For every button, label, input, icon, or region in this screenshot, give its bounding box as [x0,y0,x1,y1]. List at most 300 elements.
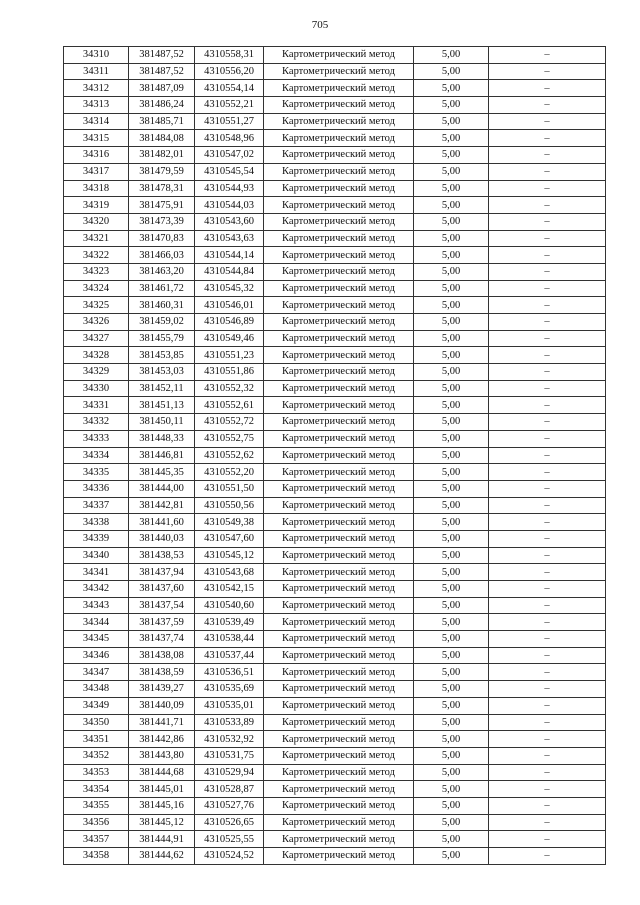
point-number-cell: 34358 [64,848,129,865]
x-coordinate-cell: 381439,27 [129,681,195,698]
point-number-cell: 34314 [64,113,129,130]
accuracy-cell: 5,00 [414,664,489,681]
table-row [64,848,606,865]
note-cell: – [489,180,606,197]
table-body [64,47,606,865]
accuracy-cell: 5,00 [414,764,489,781]
table-row [64,97,606,114]
table-row [64,380,606,397]
point-number-cell: 34327 [64,330,129,347]
table-row [64,564,606,581]
method-cell: Картометрический метод [264,848,414,865]
accuracy-cell: 5,00 [414,197,489,214]
point-number-cell: 34317 [64,163,129,180]
x-coordinate-cell: 381445,12 [129,814,195,831]
method-cell: Картометрический метод [264,564,414,581]
point-number-cell: 34337 [64,497,129,514]
accuracy-cell: 5,00 [414,80,489,97]
table-row [64,230,606,247]
method-cell: Картометрический метод [264,247,414,264]
x-coordinate-cell: 381448,33 [129,430,195,447]
table-row [64,263,606,280]
point-number-cell: 34312 [64,80,129,97]
x-coordinate-cell: 381459,02 [129,314,195,331]
accuracy-cell: 5,00 [414,848,489,865]
point-number-cell: 34333 [64,430,129,447]
x-coordinate-cell: 381460,31 [129,297,195,314]
x-coordinate-cell: 381445,16 [129,797,195,814]
point-number-cell: 34313 [64,97,129,114]
accuracy-cell: 5,00 [414,581,489,598]
note-cell: – [489,664,606,681]
point-number-cell: 34322 [64,247,129,264]
accuracy-cell: 5,00 [414,230,489,247]
method-cell: Картометрический метод [264,764,414,781]
y-coordinate-cell: 4310550,56 [195,497,264,514]
y-coordinate-cell: 4310547,02 [195,147,264,164]
x-coordinate-cell: 381453,03 [129,364,195,381]
point-number-cell: 34324 [64,280,129,297]
point-number-cell: 34351 [64,731,129,748]
y-coordinate-cell: 4310540,60 [195,597,264,614]
note-cell: – [489,614,606,631]
accuracy-cell: 5,00 [414,297,489,314]
y-coordinate-cell: 4310536,51 [195,664,264,681]
x-coordinate-cell: 381475,91 [129,197,195,214]
table-row [64,130,606,147]
accuracy-cell: 5,00 [414,113,489,130]
accuracy-cell: 5,00 [414,347,489,364]
table-row [64,297,606,314]
x-coordinate-cell: 381438,53 [129,547,195,564]
note-cell: – [489,247,606,264]
accuracy-cell: 5,00 [414,797,489,814]
method-cell: Картометрический метод [264,80,414,97]
accuracy-cell: 5,00 [414,814,489,831]
y-coordinate-cell: 4310552,20 [195,464,264,481]
method-cell: Картометрический метод [264,631,414,648]
y-coordinate-cell: 4310539,49 [195,614,264,631]
y-coordinate-cell: 4310526,65 [195,814,264,831]
y-coordinate-cell: 4310543,68 [195,564,264,581]
point-number-cell: 34345 [64,631,129,648]
note-cell: – [489,97,606,114]
table-row [64,514,606,531]
table-row [64,597,606,614]
accuracy-cell: 5,00 [414,480,489,497]
y-coordinate-cell: 4310556,20 [195,63,264,80]
method-cell: Картометрический метод [264,614,414,631]
accuracy-cell: 5,00 [414,564,489,581]
y-coordinate-cell: 4310525,55 [195,831,264,848]
table-row [64,731,606,748]
accuracy-cell: 5,00 [414,547,489,564]
x-coordinate-cell: 381461,72 [129,280,195,297]
y-coordinate-cell: 4310549,38 [195,514,264,531]
point-number-cell: 34343 [64,597,129,614]
note-cell: – [489,714,606,731]
y-coordinate-cell: 4310527,76 [195,797,264,814]
x-coordinate-cell: 381438,59 [129,664,195,681]
x-coordinate-cell: 381484,08 [129,130,195,147]
method-cell: Картометрический метод [264,697,414,714]
note-cell: – [489,731,606,748]
table-row [64,163,606,180]
method-cell: Картометрический метод [264,480,414,497]
point-number-cell: 34320 [64,213,129,230]
note-cell: – [489,130,606,147]
y-coordinate-cell: 4310542,15 [195,581,264,598]
x-coordinate-cell: 381444,62 [129,848,195,865]
point-number-cell: 34346 [64,647,129,664]
table-row [64,430,606,447]
x-coordinate-cell: 381444,68 [129,764,195,781]
y-coordinate-cell: 4310552,75 [195,430,264,447]
table-row [64,697,606,714]
y-coordinate-cell: 4310544,14 [195,247,264,264]
note-cell: – [489,297,606,314]
y-coordinate-cell: 4310535,01 [195,697,264,714]
point-number-cell: 34350 [64,714,129,731]
table-row [64,647,606,664]
table-row [64,664,606,681]
note-cell: – [489,197,606,214]
y-coordinate-cell: 4310545,32 [195,280,264,297]
table-row [64,581,606,598]
table-row [64,714,606,731]
point-number-cell: 34310 [64,47,129,64]
method-cell: Картометрический метод [264,497,414,514]
note-cell: – [489,764,606,781]
point-number-cell: 34353 [64,764,129,781]
y-coordinate-cell: 4310554,14 [195,80,264,97]
point-number-cell: 34319 [64,197,129,214]
note-cell: – [489,514,606,531]
x-coordinate-cell: 381441,71 [129,714,195,731]
table-row [64,197,606,214]
table-row [64,330,606,347]
x-coordinate-cell: 381440,09 [129,697,195,714]
y-coordinate-cell: 4310547,60 [195,530,264,547]
y-coordinate-cell: 4310552,62 [195,447,264,464]
y-coordinate-cell: 4310531,75 [195,747,264,764]
method-cell: Картометрический метод [264,97,414,114]
method-cell: Картометрический метод [264,714,414,731]
table-row [64,397,606,414]
y-coordinate-cell: 4310552,72 [195,414,264,431]
accuracy-cell: 5,00 [414,831,489,848]
point-number-cell: 34329 [64,364,129,381]
point-number-cell: 34338 [64,514,129,531]
y-coordinate-cell: 4310549,46 [195,330,264,347]
point-number-cell: 34323 [64,263,129,280]
note-cell: – [489,697,606,714]
table-row [64,247,606,264]
point-number-cell: 34356 [64,814,129,831]
y-coordinate-cell: 4310548,96 [195,130,264,147]
x-coordinate-cell: 381482,01 [129,147,195,164]
y-coordinate-cell: 4310543,60 [195,213,264,230]
table-row [64,280,606,297]
x-coordinate-cell: 381479,59 [129,163,195,180]
x-coordinate-cell: 381451,13 [129,397,195,414]
method-cell: Картометрический метод [264,414,414,431]
accuracy-cell: 5,00 [414,447,489,464]
accuracy-cell: 5,00 [414,530,489,547]
method-cell: Картометрический метод [264,197,414,214]
accuracy-cell: 5,00 [414,781,489,798]
point-number-cell: 34347 [64,664,129,681]
y-coordinate-cell: 4310544,03 [195,197,264,214]
x-coordinate-cell: 381443,80 [129,747,195,764]
point-number-cell: 34340 [64,547,129,564]
method-cell: Картометрический метод [264,831,414,848]
method-cell: Картометрический метод [264,514,414,531]
method-cell: Картометрический метод [264,130,414,147]
x-coordinate-cell: 381473,39 [129,213,195,230]
x-coordinate-cell: 381452,11 [129,380,195,397]
accuracy-cell: 5,00 [414,430,489,447]
y-coordinate-cell: 4310552,61 [195,397,264,414]
table-row [64,180,606,197]
x-coordinate-cell: 381446,81 [129,447,195,464]
accuracy-cell: 5,00 [414,631,489,648]
note-cell: – [489,848,606,865]
method-cell: Картометрический метод [264,280,414,297]
accuracy-cell: 5,00 [414,163,489,180]
method-cell: Картометрический метод [264,731,414,748]
accuracy-cell: 5,00 [414,147,489,164]
method-cell: Картометрический метод [264,664,414,681]
method-cell: Картометрический метод [264,597,414,614]
x-coordinate-cell: 381486,24 [129,97,195,114]
table-row [64,47,606,64]
accuracy-cell: 5,00 [414,597,489,614]
note-cell: – [489,347,606,364]
method-cell: Картометрический метод [264,797,414,814]
point-number-cell: 34332 [64,414,129,431]
accuracy-cell: 5,00 [414,47,489,64]
point-number-cell: 34326 [64,314,129,331]
table-row [64,797,606,814]
y-coordinate-cell: 4310546,89 [195,314,264,331]
method-cell: Картометрический метод [264,530,414,547]
y-coordinate-cell: 4310528,87 [195,781,264,798]
x-coordinate-cell: 381453,85 [129,347,195,364]
method-cell: Картометрический метод [264,464,414,481]
y-coordinate-cell: 4310544,93 [195,180,264,197]
point-number-cell: 34341 [64,564,129,581]
note-cell: – [489,364,606,381]
point-number-cell: 34335 [64,464,129,481]
point-number-cell: 34316 [64,147,129,164]
note-cell: – [489,530,606,547]
method-cell: Картометрический метод [264,47,414,64]
accuracy-cell: 5,00 [414,681,489,698]
method-cell: Картометрический метод [264,547,414,564]
accuracy-cell: 5,00 [414,97,489,114]
note-cell: – [489,330,606,347]
point-number-cell: 34334 [64,447,129,464]
y-coordinate-cell: 4310551,27 [195,113,264,130]
method-cell: Картометрический метод [264,163,414,180]
y-coordinate-cell: 4310535,69 [195,681,264,698]
point-number-cell: 34321 [64,230,129,247]
point-number-cell: 34354 [64,781,129,798]
table-row [64,63,606,80]
x-coordinate-cell: 381441,60 [129,514,195,531]
note-cell: – [489,380,606,397]
point-number-cell: 34349 [64,697,129,714]
note-cell: – [489,597,606,614]
note-cell: – [489,230,606,247]
note-cell: – [489,430,606,447]
method-cell: Картометрический метод [264,213,414,230]
y-coordinate-cell: 4310538,44 [195,631,264,648]
note-cell: – [489,314,606,331]
x-coordinate-cell: 381437,59 [129,614,195,631]
table-row [64,547,606,564]
coordinates-table [63,46,606,865]
note-cell: – [489,480,606,497]
method-cell: Картометрический метод [264,581,414,598]
note-cell: – [489,47,606,64]
note-cell: – [489,113,606,130]
note-cell: – [489,497,606,514]
y-coordinate-cell: 4310533,89 [195,714,264,731]
table-row [64,480,606,497]
page-number: 705 [311,19,329,31]
accuracy-cell: 5,00 [414,647,489,664]
y-coordinate-cell: 4310544,84 [195,263,264,280]
method-cell: Картометрический метод [264,147,414,164]
y-coordinate-cell: 4310543,63 [195,230,264,247]
note-cell: – [489,681,606,698]
point-number-cell: 34352 [64,747,129,764]
point-number-cell: 34339 [64,530,129,547]
method-cell: Картометрический метод [264,330,414,347]
note-cell: – [489,581,606,598]
accuracy-cell: 5,00 [414,330,489,347]
accuracy-cell: 5,00 [414,614,489,631]
method-cell: Картометрический метод [264,347,414,364]
y-coordinate-cell: 4310551,86 [195,364,264,381]
x-coordinate-cell: 381444,91 [129,831,195,848]
note-cell: – [489,781,606,798]
table-row [64,147,606,164]
table-row [64,213,606,230]
x-coordinate-cell: 381450,11 [129,414,195,431]
y-coordinate-cell: 4310532,92 [195,731,264,748]
accuracy-cell: 5,00 [414,63,489,80]
note-cell: – [489,147,606,164]
x-coordinate-cell: 381487,52 [129,47,195,64]
note-cell: – [489,797,606,814]
method-cell: Картометрический метод [264,113,414,130]
x-coordinate-cell: 381485,71 [129,113,195,130]
accuracy-cell: 5,00 [414,464,489,481]
point-number-cell: 34348 [64,681,129,698]
x-coordinate-cell: 381437,94 [129,564,195,581]
x-coordinate-cell: 381444,00 [129,480,195,497]
method-cell: Картометрический метод [264,647,414,664]
method-cell: Картометрический метод [264,781,414,798]
table-row [64,113,606,130]
note-cell: – [489,414,606,431]
y-coordinate-cell: 4310552,32 [195,380,264,397]
method-cell: Картометрический метод [264,297,414,314]
table-row [64,497,606,514]
note-cell: – [489,163,606,180]
y-coordinate-cell: 4310524,52 [195,848,264,865]
table-row [64,814,606,831]
method-cell: Картометрический метод [264,447,414,464]
table-row [64,631,606,648]
table-row [64,464,606,481]
accuracy-cell: 5,00 [414,514,489,531]
accuracy-cell: 5,00 [414,314,489,331]
y-coordinate-cell: 4310551,50 [195,480,264,497]
method-cell: Картометрический метод [264,380,414,397]
table-row [64,764,606,781]
method-cell: Картометрический метод [264,681,414,698]
y-coordinate-cell: 4310545,54 [195,163,264,180]
x-coordinate-cell: 381466,03 [129,247,195,264]
accuracy-cell: 5,00 [414,731,489,748]
accuracy-cell: 5,00 [414,380,489,397]
y-coordinate-cell: 4310537,44 [195,647,264,664]
table-row [64,364,606,381]
x-coordinate-cell: 381438,08 [129,647,195,664]
note-cell: – [489,447,606,464]
accuracy-cell: 5,00 [414,247,489,264]
point-number-cell: 34344 [64,614,129,631]
accuracy-cell: 5,00 [414,497,489,514]
note-cell: – [489,747,606,764]
y-coordinate-cell: 4310546,01 [195,297,264,314]
accuracy-cell: 5,00 [414,263,489,280]
note-cell: – [489,464,606,481]
x-coordinate-cell: 381487,52 [129,63,195,80]
y-coordinate-cell: 4310545,12 [195,547,264,564]
note-cell: – [489,547,606,564]
table-row [64,80,606,97]
x-coordinate-cell: 381445,01 [129,781,195,798]
method-cell: Картометрический метод [264,263,414,280]
note-cell: – [489,631,606,648]
x-coordinate-cell: 381470,83 [129,230,195,247]
method-cell: Картометрический метод [264,314,414,331]
table-row [64,414,606,431]
table-row [64,831,606,848]
note-cell: – [489,80,606,97]
method-cell: Картометрический метод [264,63,414,80]
note-cell: – [489,831,606,848]
point-number-cell: 34330 [64,380,129,397]
x-coordinate-cell: 381440,03 [129,530,195,547]
table-row [64,530,606,547]
accuracy-cell: 5,00 [414,213,489,230]
x-coordinate-cell: 381487,09 [129,80,195,97]
method-cell: Картометрический метод [264,747,414,764]
accuracy-cell: 5,00 [414,414,489,431]
x-coordinate-cell: 381455,79 [129,330,195,347]
method-cell: Картометрический метод [264,814,414,831]
point-number-cell: 34311 [64,63,129,80]
point-number-cell: 34328 [64,347,129,364]
note-cell: – [489,213,606,230]
accuracy-cell: 5,00 [414,364,489,381]
